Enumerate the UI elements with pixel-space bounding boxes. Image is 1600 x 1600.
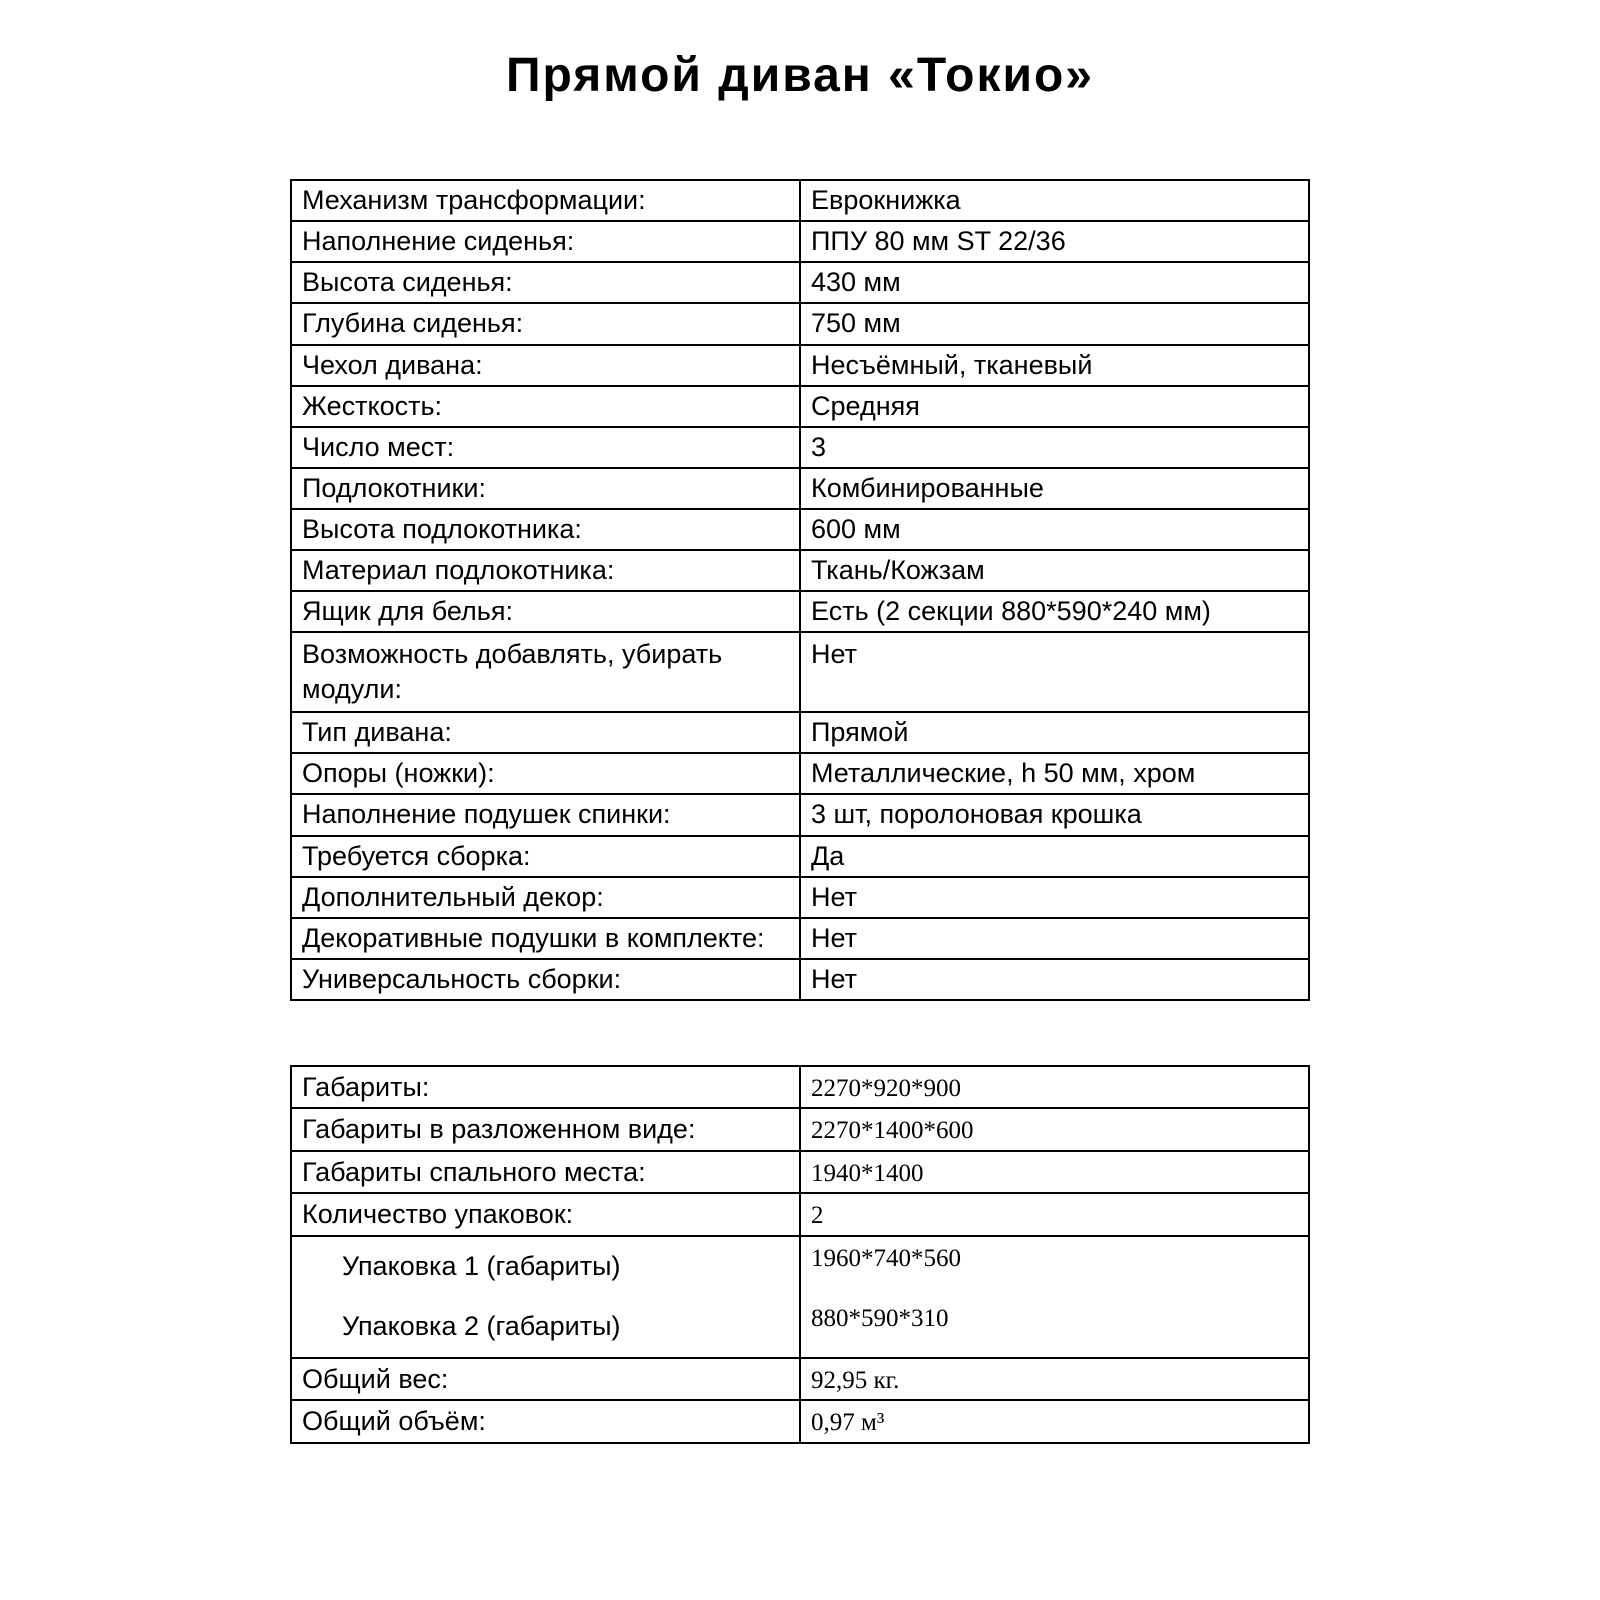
spec-label: Опоры (ножки): [291, 753, 800, 794]
table-row [291, 1151, 1309, 1194]
spec-value: 2270*920*900 [800, 1066, 1309, 1109]
table-row [291, 468, 1309, 509]
spec-label: Количество упаковок: [291, 1193, 800, 1236]
spec-value: Нет [800, 959, 1309, 1000]
spec-label: Декоративные подушки в комплекте: [291, 918, 800, 959]
spec-value: 3 [800, 427, 1309, 468]
spec-value: 430 мм [800, 262, 1309, 303]
spec-label: Габариты в разложенном виде: [291, 1108, 800, 1151]
spec-label: Чехол дивана: [291, 345, 800, 386]
spec-value: 0,97 м³ [800, 1400, 1309, 1443]
spec-table-dimensions [290, 1065, 1310, 1444]
table-row [291, 1358, 1309, 1401]
table-row [291, 712, 1309, 753]
table-row [291, 1066, 1309, 1109]
spec-label: Наполнение сиденья: [291, 221, 800, 262]
spec-value: Металлические, h 50 мм, хром [800, 753, 1309, 794]
spec-label: Общий вес: [291, 1358, 800, 1401]
table-row [291, 262, 1309, 303]
spec-label: Упаковка 2 (габариты) [291, 1297, 800, 1358]
spec-label: Тип дивана: [291, 712, 800, 753]
table-row [291, 591, 1309, 632]
spec-value: Комбинированные [800, 468, 1309, 509]
spec-value: Ткань/Кожзам [800, 550, 1309, 591]
spec-value: 2 [800, 1193, 1309, 1236]
table-row [291, 1193, 1309, 1236]
spec-value: Да [800, 836, 1309, 877]
spec-label: Габариты: [291, 1066, 800, 1109]
page-title: Прямой диван «Токио» [506, 49, 1094, 102]
table-row [291, 959, 1309, 1000]
spec-label: Число мест: [291, 427, 800, 468]
spec-label: Габариты спального места: [291, 1151, 800, 1194]
spec-label: Наполнение подушек спинки: [291, 794, 800, 835]
table-row [291, 509, 1309, 550]
table-row [291, 427, 1309, 468]
spec-label: Требуется сборка: [291, 836, 800, 877]
table-row [291, 918, 1309, 959]
spec-value: 750 мм [800, 303, 1309, 344]
table-row [291, 1297, 1309, 1358]
table-row [291, 386, 1309, 427]
spec-label: Жесткость: [291, 386, 800, 427]
spec-label: Универсальность сборки: [291, 959, 800, 1000]
table-row [291, 632, 1309, 712]
table-row [291, 877, 1309, 918]
spec-value: 880*590*310 [800, 1297, 1309, 1358]
spec-value: 3 шт, поролоновая крошка [800, 794, 1309, 835]
spec-label: Высота сиденья: [291, 262, 800, 303]
spec-value: Еврокнижка [800, 180, 1309, 221]
spec-table-main [290, 179, 1310, 1001]
spec-value: Средняя [800, 386, 1309, 427]
table-row [291, 1400, 1309, 1443]
spec-label: Материал подлокотника: [291, 550, 800, 591]
spec-value: Нет [800, 632, 1309, 712]
table-row [291, 550, 1309, 591]
table-row [291, 794, 1309, 835]
spec-label: Упаковка 1 (габариты) [291, 1236, 800, 1297]
table-row [291, 221, 1309, 262]
spec-label: Подлокотники: [291, 468, 800, 509]
spec-label: Глубина сиденья: [291, 303, 800, 344]
spec-value: Есть (2 секции 880*590*240 мм) [800, 591, 1309, 632]
spec-label: Дополнительный декор: [291, 877, 800, 918]
spec-value: Нет [800, 918, 1309, 959]
spec-value: 1940*1400 [800, 1151, 1309, 1194]
table-row [291, 1108, 1309, 1151]
table-row [291, 303, 1309, 344]
spec-value: 600 мм [800, 509, 1309, 550]
spec-value: 92,95 кг. [800, 1358, 1309, 1401]
spec-label: Ящик для белья: [291, 591, 800, 632]
spec-value: ППУ 80 мм ST 22/36 [800, 221, 1309, 262]
spec-label: Возможность добавлять, убирать модули: [291, 632, 800, 712]
table-row [291, 180, 1309, 221]
spec-value: Несъёмный, тканевый [800, 345, 1309, 386]
spec-value: 2270*1400*600 [800, 1108, 1309, 1151]
spec-value: Нет [800, 877, 1309, 918]
spec-value: 1960*740*560 [800, 1236, 1309, 1297]
table-row [291, 836, 1309, 877]
spec-value: Прямой [800, 712, 1309, 753]
spec-label: Механизм трансформации: [291, 180, 800, 221]
table-row [291, 1236, 1309, 1297]
table-row [291, 753, 1309, 794]
spec-label: Общий объём: [291, 1400, 800, 1443]
table-row [291, 345, 1309, 386]
spec-label: Высота подлокотника: [291, 509, 800, 550]
